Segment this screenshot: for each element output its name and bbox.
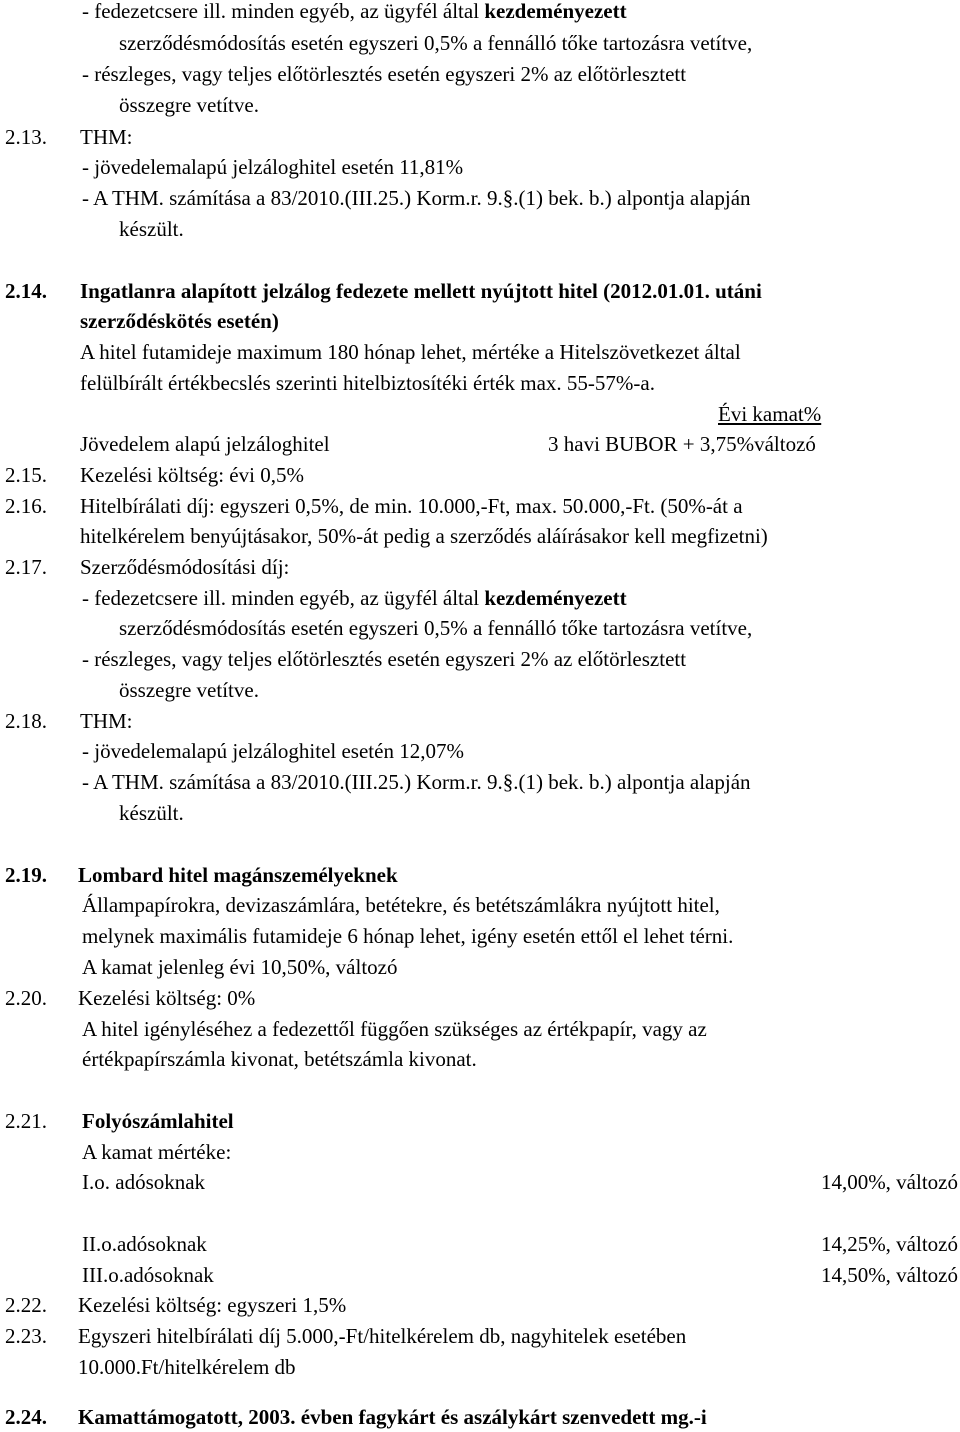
paragraph-line: melynek maximális futamideje 6 hónap lehet, igény esetén ettől el lehet térni. [82, 924, 734, 948]
emphasis-text: kezdeményezett [484, 0, 627, 23]
rate-row-value: 14,00%, változó [820, 1170, 958, 1194]
paragraph-line: Állampapírokra, devizaszámlára, betétekre, és betétszámlákra nyújtott hitel, [82, 893, 720, 917]
section-text-cont: 10.000.Ft/hitelkérelem db [78, 1355, 296, 1379]
thm-basis-line: - A THM. számítása a 83/2010.(III.25.) Korm.r. 9.§.(1) bek. b.) alpontja alapján [82, 186, 751, 210]
paragraph-line: A hitel futamideje maximum 180 hónap lehet, mértéke a Hitelszövetkezet által [80, 340, 741, 364]
section-text: Kezelési költség: évi 0,5% [80, 463, 304, 487]
section-number: 2.13. [5, 125, 47, 149]
rate-row-value: 14,50%, változó [820, 1263, 958, 1287]
paragraph-line: értékpapírszámla kivonat, betétszámla kivonat. [82, 1047, 477, 1071]
paragraph-line: A hitel igényléséhez a fedezettől függően szükséges az értékpapír, vagy az [82, 1017, 707, 1041]
modification-fee-line-2: szerződésmódosítás esetén egyszeri 0,5% a fennálló tőke tartozásra vetítve, [119, 31, 753, 55]
section-title: Kamattámogatott, 2003. évben fagykárt és aszálykárt szenvedett mg.-i [78, 1405, 707, 1429]
section-title: Lombard hitel magánszemélyeknek [78, 863, 398, 887]
thm-basis-line-2: készült. [119, 217, 184, 241]
thm-rate-line: - jövedelemalapú jelzáloghitel esetén 11,81% [82, 155, 464, 179]
section-number: 2.22. [5, 1293, 47, 1317]
prepayment-line-1: - részleges, vagy teljes előtörlesztés esetén egyszeri 2% az előtörlesztett [82, 62, 687, 86]
section-title: Folyószámlahitel [82, 1109, 234, 1133]
thm-basis-line-2: készült. [119, 801, 184, 825]
section-text: Egyszeri hitelbírálati díj 5.000,-Ft/hitelkérelem db, nagyhitelek esetében [78, 1324, 687, 1348]
section-text-cont: hitelkérelem benyújtásakor, 50%-át pedig a szerződés aláírásakor kell megfizetni) [80, 524, 768, 548]
prepayment-line-2: összegre vetítve. [119, 678, 259, 702]
loan-type-label: Jövedelem alapú jelzáloghitel [80, 432, 330, 456]
section-number: 2.20. [5, 986, 47, 1010]
modification-fee-line-1: - fedezetcsere ill. minden egyéb, az ügyfél által kezdeményezett [82, 0, 627, 23]
section-number: 2.21. [5, 1109, 47, 1133]
section-title: THM: [80, 709, 133, 733]
section-title: Kezelési költség: 0% [78, 986, 256, 1010]
modification-fee-line-1: - fedezetcsere ill. minden egyéb, az ügyfél által kezdeményezett [82, 586, 627, 610]
section-number: 2.24. [5, 1405, 47, 1429]
prepayment-line-1: - részleges, vagy teljes előtörlesztés esetén egyszeri 2% az előtörlesztett [82, 647, 687, 671]
modification-fee-line-2: szerződésmódosítás esetén egyszeri 0,5% a fennálló tőke tartozásra vetítve, [119, 616, 753, 640]
section-number: 2.16. [5, 494, 47, 518]
section-number: 2.19. [5, 863, 47, 887]
section-text: Hitelbírálati díj: egyszeri 0,5%, de min. 10.000,-Ft, max. 50.000,-Ft. (50%-át a [80, 494, 743, 518]
prepayment-line-2: összegre vetítve. [119, 93, 259, 117]
paragraph-line: felülbírált értékbecslés szerinti hitelbiztosítéki érték max. 55-57%-a. [80, 371, 655, 395]
rate-row-value: 14,25%, változó [820, 1232, 958, 1256]
section-title: Szerződésmódosítási díj: [80, 555, 290, 579]
thm-basis-line: - A THM. számítása a 83/2010.(III.25.) Korm.r. 9.§.(1) bek. b.) alpontja alapján [82, 770, 751, 794]
rate-row-label: II.o.adósoknak [82, 1232, 207, 1256]
section-title: THM: [80, 125, 133, 149]
section-text: Kezelési költség: egyszeri 1,5% [78, 1293, 347, 1317]
emphasis-text: kezdeményezett [484, 586, 627, 610]
thm-rate-line: - jövedelemalapú jelzáloghitel esetén 12,07% [82, 739, 464, 763]
section-number: 2.18. [5, 709, 47, 733]
rate-row-label: III.o.adósoknak [82, 1263, 214, 1287]
rate-row-label: I.o. adósoknak [82, 1170, 206, 1194]
interest-column-header: Évi kamat% [718, 402, 822, 426]
rate-subtitle: A kamat mértéke: [82, 1140, 232, 1164]
paragraph-line: A kamat jelenleg évi 10,50%, változó [82, 955, 398, 979]
section-title: Ingatlanra alapított jelzálog fedezete mellett nyújtott hitel (2012.01.01. utáni [80, 279, 762, 303]
section-number: 2.15. [5, 463, 47, 487]
section-title-cont: szerződéskötés esetén) [80, 309, 279, 333]
section-number: 2.14. [5, 279, 47, 303]
section-number: 2.17. [5, 555, 47, 579]
loan-rate-value: 3 havi BUBOR + 3,75%változó [548, 432, 816, 456]
section-number: 2.23. [5, 1324, 47, 1348]
